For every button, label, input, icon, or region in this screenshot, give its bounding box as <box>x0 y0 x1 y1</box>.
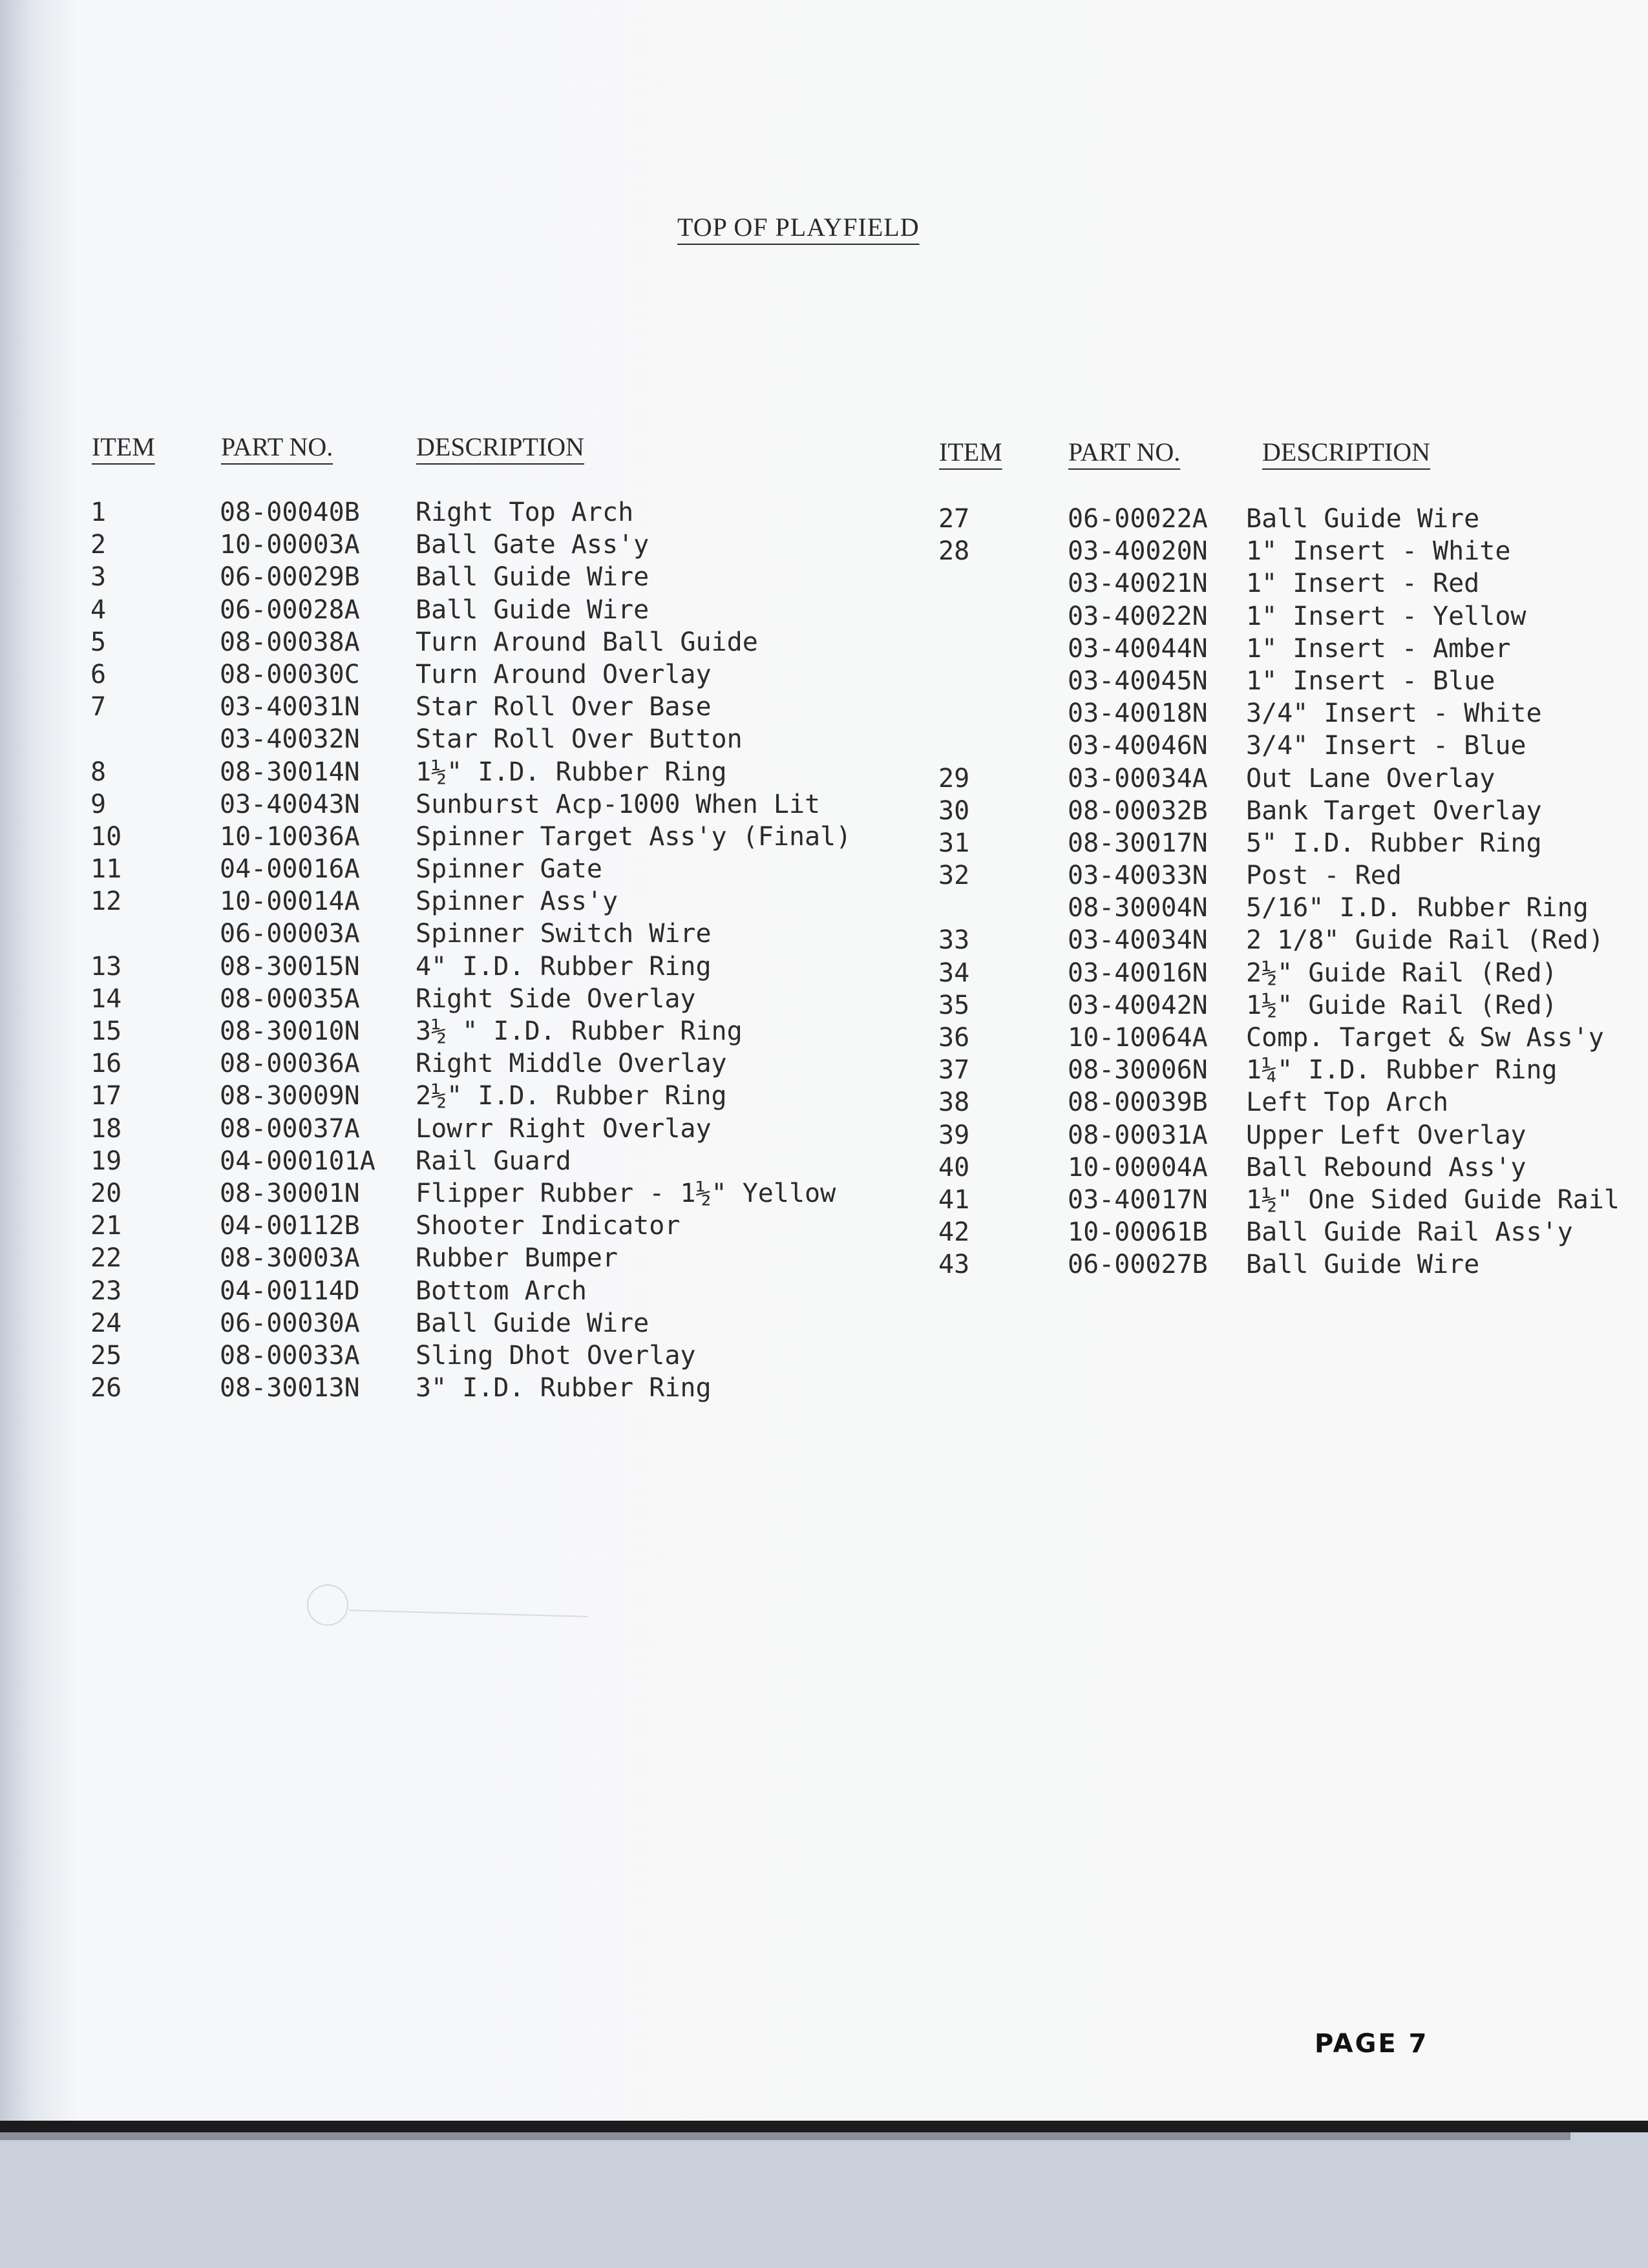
part-description: Flipper Rubber - 1½" Yellow <box>416 1178 836 1208</box>
page-title: TOP OF PLAYFIELD <box>677 213 920 242</box>
part-number: 08-00037A <box>220 1113 360 1144</box>
item-number: 31 <box>938 828 970 858</box>
part-number: 03-40034N <box>1068 925 1208 956</box>
part-description: 3½ " I.D. Rubber Ring <box>416 1016 743 1046</box>
part-description: Turn Around Ball Guide <box>416 627 758 657</box>
item-number: 19 <box>90 1146 122 1176</box>
part-number: 03-40022N <box>1068 601 1208 631</box>
item-number: 15 <box>90 1016 122 1046</box>
part-description: 2 1/8" Guide Rail (Red) <box>1246 925 1604 956</box>
part-description: Right Top Arch <box>416 498 634 527</box>
part-description: Spinner Gate <box>416 854 602 885</box>
item-number: 16 <box>90 1049 122 1079</box>
item-number: 13 <box>90 951 122 982</box>
part-description: 2½" I.D. Rubber Ring <box>416 1081 727 1111</box>
item-number: 42 <box>938 1217 970 1248</box>
part-description: Out Lane Overlay <box>1246 763 1495 793</box>
part-number: 08-00039B <box>1068 1087 1208 1118</box>
part-description: Lowrr Right Overlay <box>416 1113 712 1144</box>
part-number: 08-00031A <box>1068 1120 1208 1150</box>
part-number: 08-30014N <box>220 757 360 787</box>
part-number: 08-30013N <box>220 1373 360 1403</box>
part-number: 03-40033N <box>1068 861 1208 891</box>
part-description: Turn Around Overlay <box>416 659 712 689</box>
item-number: 5 <box>90 627 107 657</box>
part-number: 06-00030A <box>220 1308 360 1338</box>
item-number: 24 <box>90 1308 122 1338</box>
part-description: Upper Left Overlay <box>1246 1120 1527 1150</box>
part-description: Ball Gate Ass'y <box>416 530 650 560</box>
part-description: Spinner Switch Wire <box>416 919 712 949</box>
part-number: 03-40017N <box>1068 1184 1208 1215</box>
item-number: 43 <box>938 1250 970 1280</box>
item-number: 25 <box>90 1340 122 1370</box>
part-number: 08-30010N <box>220 1016 360 1046</box>
part-description: Left Top Arch <box>1246 1087 1449 1118</box>
part-number: 03-40044N <box>1068 633 1208 664</box>
part-number: 03-40031N <box>220 692 360 722</box>
part-number: 08-00038A <box>220 627 360 657</box>
part-description: Right Side Overlay <box>416 983 696 1014</box>
item-number: 28 <box>938 536 970 567</box>
part-description: Ball Guide Wire <box>416 594 650 625</box>
part-description: 5/16" I.D. Rubber Ring <box>1246 893 1589 923</box>
part-number: 08-00032B <box>1068 795 1208 826</box>
page-edge-underlay <box>0 2132 1570 2140</box>
part-number: 08-30015N <box>220 951 360 982</box>
part-description: 2½" Guide Rail (Red) <box>1246 958 1558 988</box>
part-number: 04-000101A <box>220 1146 375 1176</box>
part-number: 10-00061B <box>1068 1217 1208 1248</box>
part-number: 03-00034A <box>1068 763 1208 793</box>
left-header-description: DESCRIPTION <box>416 432 585 461</box>
part-number: 08-30003A <box>220 1243 360 1274</box>
part-number: 03-40032N <box>220 724 360 755</box>
item-number: 27 <box>938 504 970 534</box>
left-header-item: ITEM <box>92 432 155 461</box>
left-header-part: PART NO. <box>221 432 333 461</box>
part-description: Ball Guide Wire <box>1246 1250 1480 1280</box>
part-number: 06-00022A <box>1068 504 1208 534</box>
item-number: 12 <box>90 887 122 917</box>
part-description: Ball Rebound Ass'y <box>1246 1152 1527 1182</box>
part-number: 06-00028A <box>220 594 360 625</box>
part-number: 03-40045N <box>1068 666 1208 696</box>
part-description: Bottom Arch <box>416 1276 587 1306</box>
part-description: Rail Guard <box>416 1146 571 1176</box>
part-description: 1" Insert - Amber <box>1246 633 1511 664</box>
part-number: 06-00027B <box>1068 1250 1208 1280</box>
item-number: 20 <box>90 1178 122 1208</box>
part-number: 08-30017N <box>1068 828 1208 858</box>
part-number: 03-40018N <box>1068 698 1208 729</box>
part-description: 3/4" Insert - White <box>1246 698 1542 729</box>
page-number: PAGE 7 <box>1315 2029 1429 2059</box>
part-number: 08-30009N <box>220 1081 360 1111</box>
part-number: 03-40043N <box>220 789 360 819</box>
right-header-item: ITEM <box>939 437 1002 467</box>
item-number: 34 <box>938 958 970 988</box>
part-number: 03-40046N <box>1068 731 1208 761</box>
part-description: Right Middle Overlay <box>416 1049 727 1079</box>
part-number: 06-00003A <box>220 919 360 949</box>
item-number: 18 <box>90 1113 122 1144</box>
part-number: 03-40016N <box>1068 958 1208 988</box>
part-number: 08-00033A <box>220 1340 360 1370</box>
item-number: 7 <box>90 692 107 722</box>
part-description: 3/4" Insert - Blue <box>1246 731 1527 761</box>
item-number: 8 <box>90 757 107 787</box>
item-number: 35 <box>938 990 970 1020</box>
item-number: 40 <box>938 1152 970 1182</box>
part-number: 04-00114D <box>220 1276 360 1306</box>
faint-stamp <box>307 1584 348 1626</box>
item-number: 17 <box>90 1081 122 1111</box>
page-edge <box>0 2121 1648 2132</box>
part-number: 04-00016A <box>220 854 360 885</box>
item-number: 29 <box>938 763 970 793</box>
part-description: Sunburst Acp-1000 When Lit <box>416 789 821 819</box>
part-number: 08-00036A <box>220 1049 360 1079</box>
part-number: 10-00004A <box>1068 1152 1208 1182</box>
part-number: 08-00030C <box>220 659 360 689</box>
part-description: 3" I.D. Rubber Ring <box>416 1373 712 1403</box>
part-description: Bank Target Overlay <box>1246 795 1542 826</box>
item-number: 32 <box>938 861 970 891</box>
part-description: Ball Guide Rail Ass'y <box>1246 1217 1573 1248</box>
part-number: 03-40021N <box>1068 569 1208 599</box>
part-description: Shooter Indicator <box>416 1211 681 1241</box>
item-number: 14 <box>90 983 122 1014</box>
part-number: 08-30001N <box>220 1178 360 1208</box>
part-description: Sling Dhot Overlay <box>416 1340 696 1370</box>
part-description: Rubber Bumper <box>416 1243 618 1274</box>
part-description: 1½" Guide Rail (Red) <box>1246 990 1558 1020</box>
item-number: 38 <box>938 1087 970 1118</box>
part-description: 1" Insert - Blue <box>1246 666 1495 696</box>
item-number: 11 <box>90 854 122 885</box>
part-description: Ball Guide Wire <box>416 562 650 593</box>
part-description: 1½" One Sided Guide Rail <box>1246 1184 1620 1215</box>
part-description: Ball Guide Wire <box>416 1308 650 1338</box>
part-description: 1" Insert - Yellow <box>1246 601 1527 631</box>
item-number: 33 <box>938 925 970 956</box>
part-description: 1" Insert - White <box>1246 536 1511 567</box>
part-description: 4" I.D. Rubber Ring <box>416 951 712 982</box>
part-description: Spinner Ass'y <box>416 887 618 917</box>
part-number: 08-00040B <box>220 498 360 527</box>
part-number: 04-00112B <box>220 1211 360 1241</box>
item-number: 22 <box>90 1243 122 1274</box>
item-number: 1 <box>90 498 107 527</box>
part-description: 1" Insert - Red <box>1246 569 1480 599</box>
item-number: 9 <box>90 789 107 819</box>
part-description: Comp. Target & Sw Ass'y <box>1246 1023 1604 1053</box>
part-number: 03-40042N <box>1068 990 1208 1020</box>
part-description: Star Roll Over Base <box>416 692 712 722</box>
part-number: 10-00003A <box>220 530 360 560</box>
part-number: 08-30006N <box>1068 1055 1208 1086</box>
item-number: 6 <box>90 659 107 689</box>
part-description: 5" I.D. Rubber Ring <box>1246 828 1542 858</box>
part-number: 06-00029B <box>220 562 360 593</box>
part-description: Spinner Target Ass'y (Final) <box>416 821 852 852</box>
part-number: 08-30004N <box>1068 893 1208 923</box>
item-number: 41 <box>938 1184 970 1215</box>
part-number: 08-00035A <box>220 983 360 1014</box>
item-number: 10 <box>90 821 122 852</box>
item-number: 4 <box>90 594 107 625</box>
part-description: Star Roll Over Button <box>416 724 743 755</box>
part-description: Ball Guide Wire <box>1246 504 1480 534</box>
item-number: 26 <box>90 1373 122 1403</box>
item-number: 21 <box>90 1211 122 1241</box>
part-number: 10-10064A <box>1068 1023 1208 1053</box>
part-description: 1½" I.D. Rubber Ring <box>416 757 727 787</box>
part-description: 1¼" I.D. Rubber Ring <box>1246 1055 1558 1086</box>
item-number: 39 <box>938 1120 970 1150</box>
part-description: Post - Red <box>1246 861 1402 891</box>
part-number: 03-40020N <box>1068 536 1208 567</box>
item-number: 30 <box>938 795 970 826</box>
item-number: 3 <box>90 562 107 593</box>
part-number: 10-00014A <box>220 887 360 917</box>
right-header-description: DESCRIPTION <box>1262 437 1431 467</box>
item-number: 36 <box>938 1023 970 1053</box>
item-number: 2 <box>90 530 107 560</box>
part-number: 10-10036A <box>220 821 360 852</box>
item-number: 37 <box>938 1055 970 1086</box>
item-number: 23 <box>90 1276 122 1306</box>
right-header-part: PART NO. <box>1068 437 1181 467</box>
